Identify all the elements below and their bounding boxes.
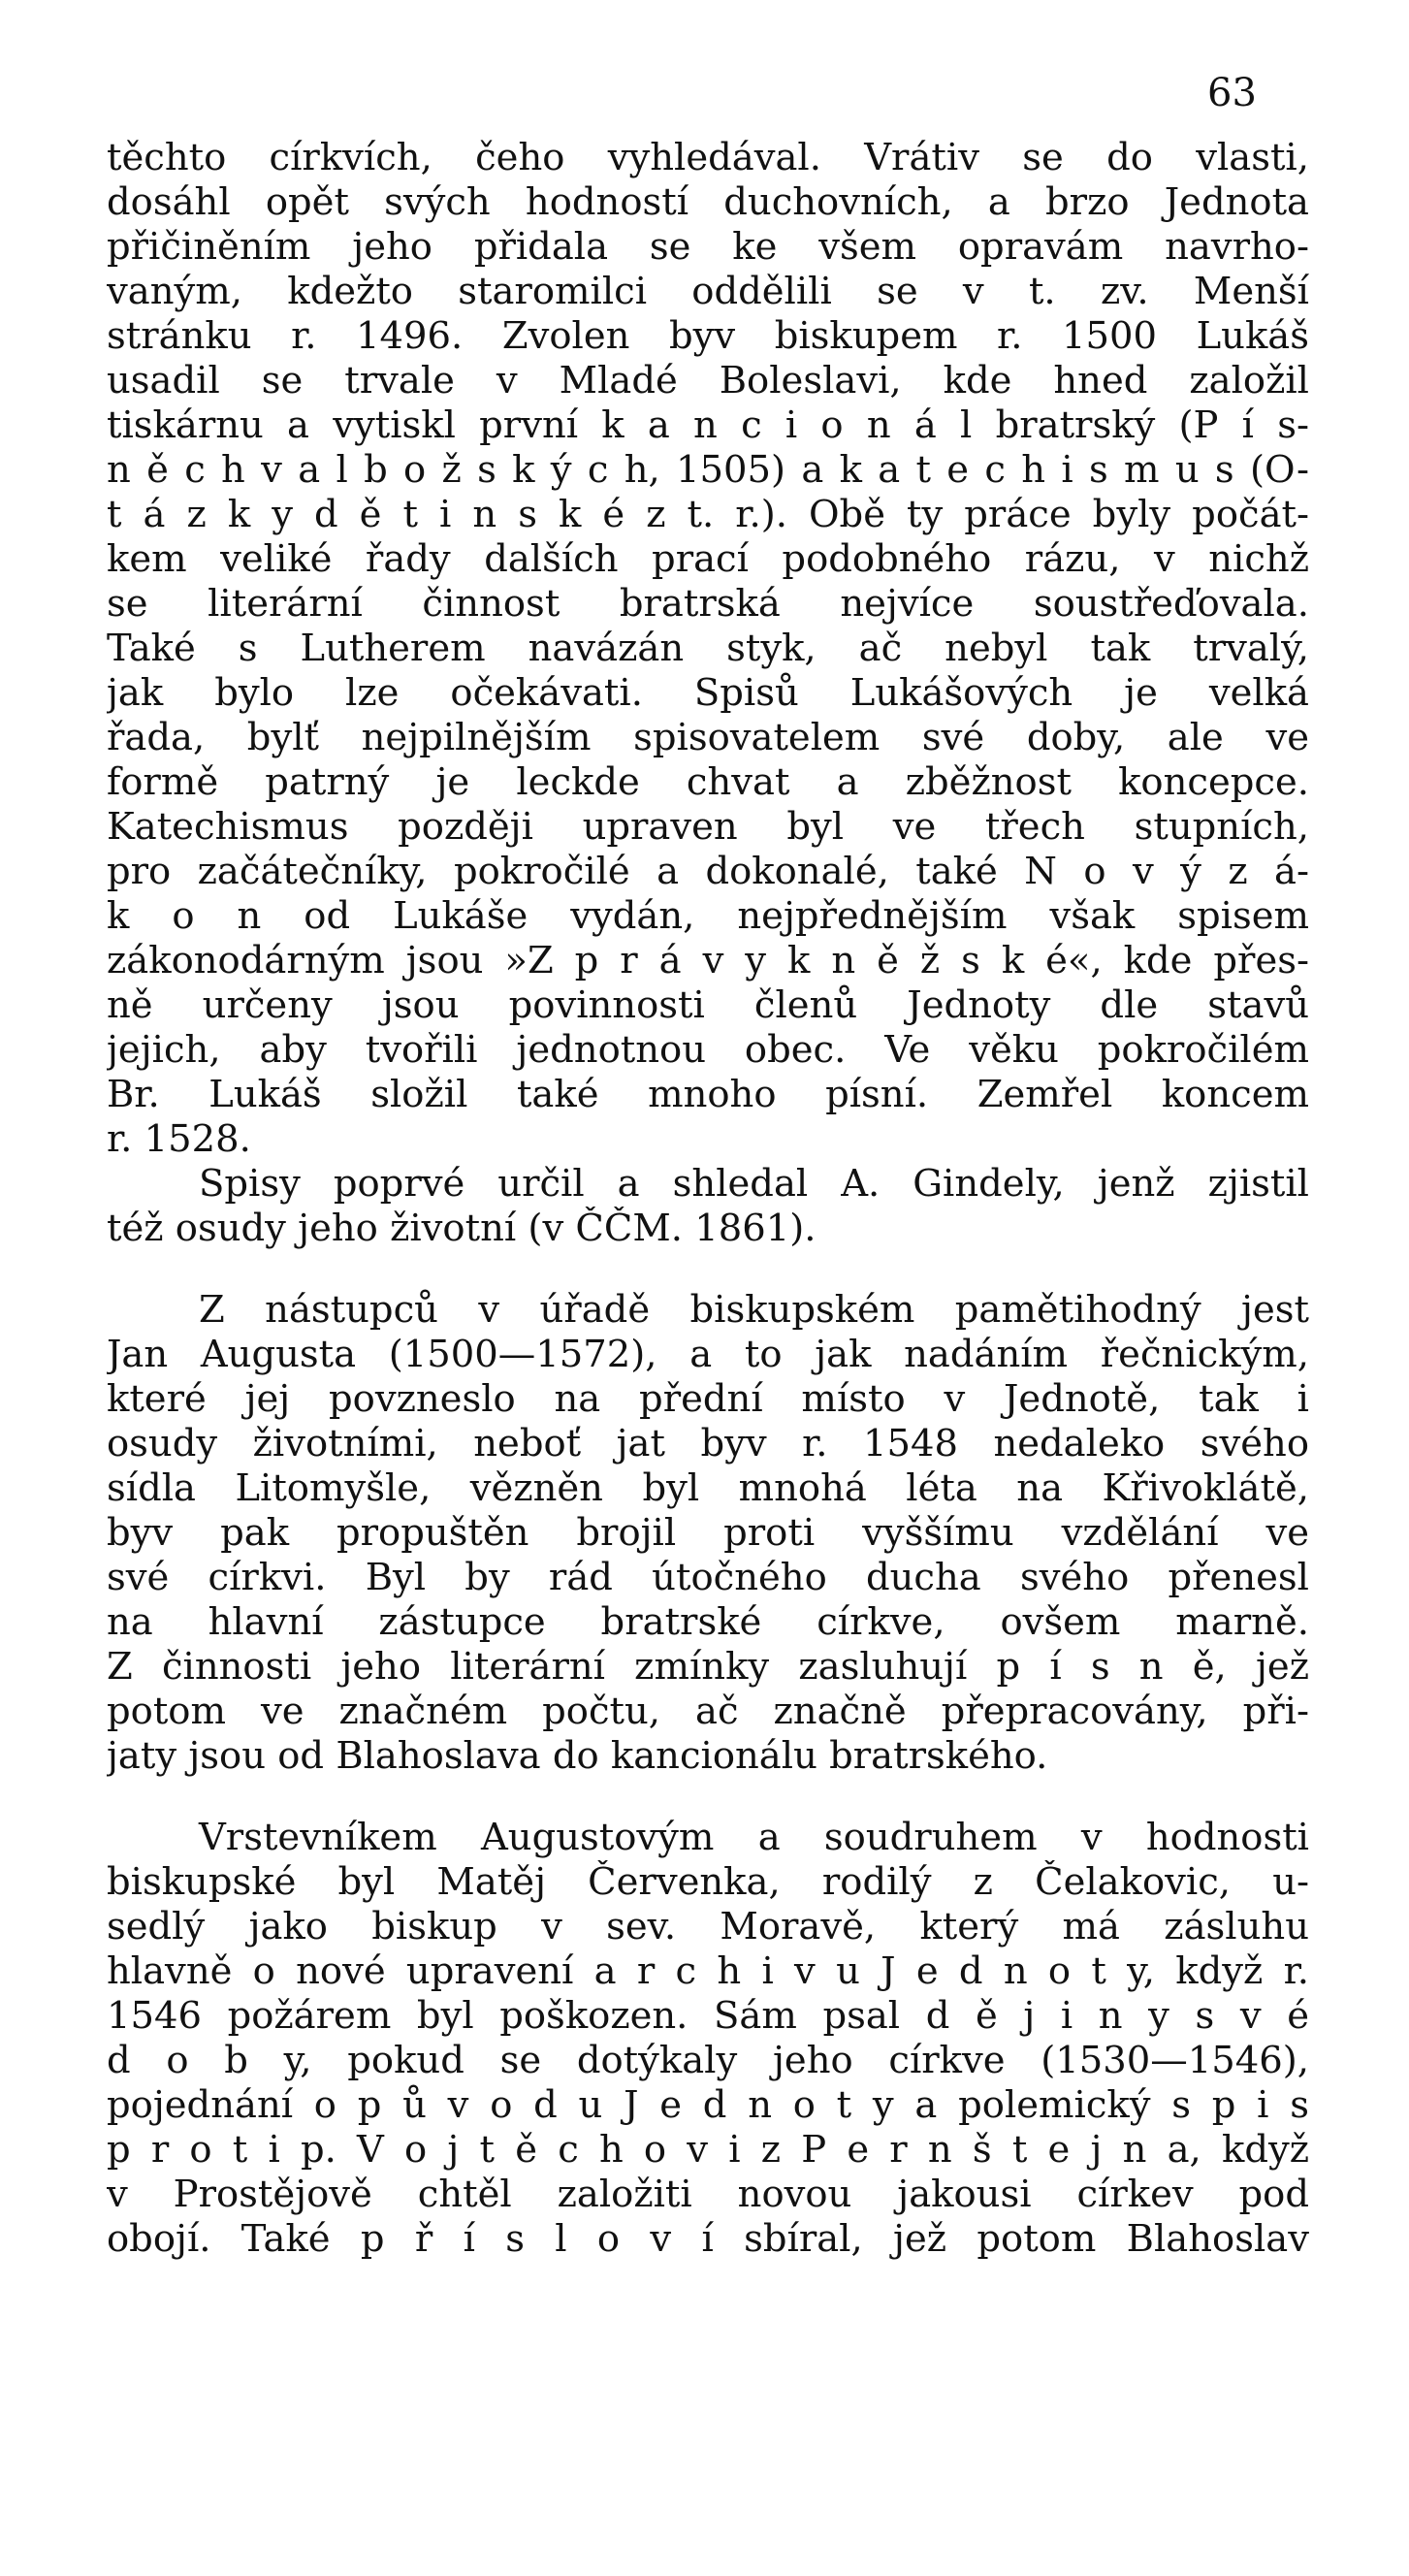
text-line: Spisy poprvé určil a shledal A. Gindely, jenž zjistil (199, 1162, 1309, 1206)
text-line: pro začátečníky, pokročilé a dokonalé, také N o v ý z á- (107, 850, 1309, 893)
text-line: k o n od Lukáše vydán, nejpřednějším však spisem (107, 894, 1309, 938)
text-line: Také s Lutherem navázán styk, ač nebyl tak trvalý, (107, 627, 1309, 670)
text-line: sídla Litomyšle, vězněn byl mnohá léta na Křivoklátě, (107, 1466, 1309, 1510)
paragraph-1 (107, 136, 1309, 1162)
text-line: vaným, kdežto staromilci oddělili se v t. zv. Menší (107, 270, 1309, 313)
text-line: r. 1528. (107, 1117, 251, 1161)
paragraph-2 (107, 1162, 1309, 1251)
text-line: Katechismus později upraven byl ve třech stupních, (107, 805, 1309, 849)
text-line: ně určeny jsou povinnosti členů Jednoty dle stavů (107, 983, 1309, 1027)
text-line: přičiněním jeho přidala se ke všem opravám navrho- (107, 225, 1309, 269)
text-line: formě patrný je leckde chvat a zběžnost koncepce. (107, 760, 1309, 804)
text-line: potom ve značném počtu, ač značně přepracovány, při- (107, 1690, 1309, 1733)
text-line: řada, bylť nejpilnějším spisovatelem své doby, ale ve (107, 716, 1309, 759)
text-line: v Prostějově chtěl založiti novou jakousi církev pod (107, 2173, 1309, 2216)
text-body (107, 136, 1309, 2262)
text-line: se literární činnost bratrská nejvíce soustřeďovala. (107, 582, 1309, 626)
text-line: jejich, aby tvořili jednotnou obec. Ve věku pokročilém (107, 1028, 1309, 1072)
text-line: pojednání o p ů v o d u J e d n o t y a polemický s p i s (107, 2083, 1309, 2127)
text-line: d o b y, pokud se dotýkaly jeho církve (1530—1546), (107, 2039, 1309, 2082)
text-line: n ě c h v a l b o ž s k ý c h, 1505) a k a t e c h i s m u s (O- (107, 448, 1309, 492)
text-line: stránku r. 1496. Zvolen byv biskupem r. 1500 Lukáš (107, 314, 1309, 358)
text-line: p r o t i p. V o j t ě c h o v i z P e r n š t e j n a, když (107, 2128, 1309, 2172)
page-number: 63 (1207, 71, 1257, 115)
text-line: své církvi. Byl by rád útočného ducha svého přenesl (107, 1556, 1309, 1599)
text-line: 1546 požárem byl poškozen. Sám psal d ě j i n y s v é (107, 1994, 1309, 2038)
paragraph-gap (107, 1251, 1309, 1288)
text-line: Z nástupců v úřadě biskupském pamětihodný jest (199, 1288, 1309, 1332)
text-line: dosáhl opět svých hodností duchovních, a brzo Jednota (107, 180, 1309, 224)
text-line: obojí. Také p ř í s l o v í sbíral, jež potom Blahoslav (107, 2217, 1309, 2261)
text-line: zákonodárným jsou »Z p r á v y k n ě ž s k é«, kde přes- (107, 939, 1309, 982)
text-line: Jan Augusta (1500—1572), a to jak nadáním řečnickým, (107, 1333, 1309, 1376)
text-line: usadil se trvale v Mladé Boleslavi, kde hned založil (107, 359, 1309, 402)
paragraph-4 (107, 1816, 1309, 2262)
text-line: též osudy jeho životní (v ČČM. 1861). (107, 1207, 817, 1250)
paragraph-3 (107, 1288, 1309, 1779)
text-line: Z činnosti jeho literární zmínky zasluhují p í s n ě, jež (107, 1645, 1309, 1689)
text-line: hlavně o nové upravení a r c h i v u J e d n o t y, když r. (107, 1949, 1309, 1993)
text-line: kem veliké řady dalších prací podobného rázu, v nichž (107, 537, 1309, 581)
text-line: na hlavní zástupce bratrské církve, ovšem marně. (107, 1600, 1309, 1644)
text-line: jaty jsou od Blahoslava do kancionálu bratrského. (107, 1734, 1048, 1778)
text-line: Vrstevníkem Augustovým a soudruhem v hodnosti (199, 1816, 1309, 1859)
paragraph-gap (107, 1779, 1309, 1816)
text-line: byv pak propuštěn brojil proti vyššímu vzdělání ve (107, 1511, 1309, 1555)
text-line: které jej povzneslo na přední místo v Jednotě, tak i (107, 1377, 1309, 1421)
text-line: tiskárnu a vytiskl první k a n c i o n á l bratrský (P í s- (107, 403, 1309, 447)
text-line: Br. Lukáš složil také mnoho písní. Zemřel koncem (107, 1073, 1309, 1116)
text-line: těchto církvích, čeho vyhledával. Vrátiv se do vlasti, (107, 136, 1309, 179)
text-line: osudy životními, neboť jat byv r. 1548 nedaleko svého (107, 1422, 1309, 1465)
text-line: sedlý jako biskup v sev. Moravě, který má zásluhu (107, 1905, 1309, 1948)
text-line: jak bylo lze očekávati. Spisů Lukášových je velká (107, 671, 1309, 715)
text-line: t á z k y d ě t i n s k é z t. r.). Obě ty práce byly počát- (107, 493, 1309, 536)
text-line: biskupské byl Matěj Červenka, rodilý z Čelakovic, u- (107, 1860, 1309, 1904)
